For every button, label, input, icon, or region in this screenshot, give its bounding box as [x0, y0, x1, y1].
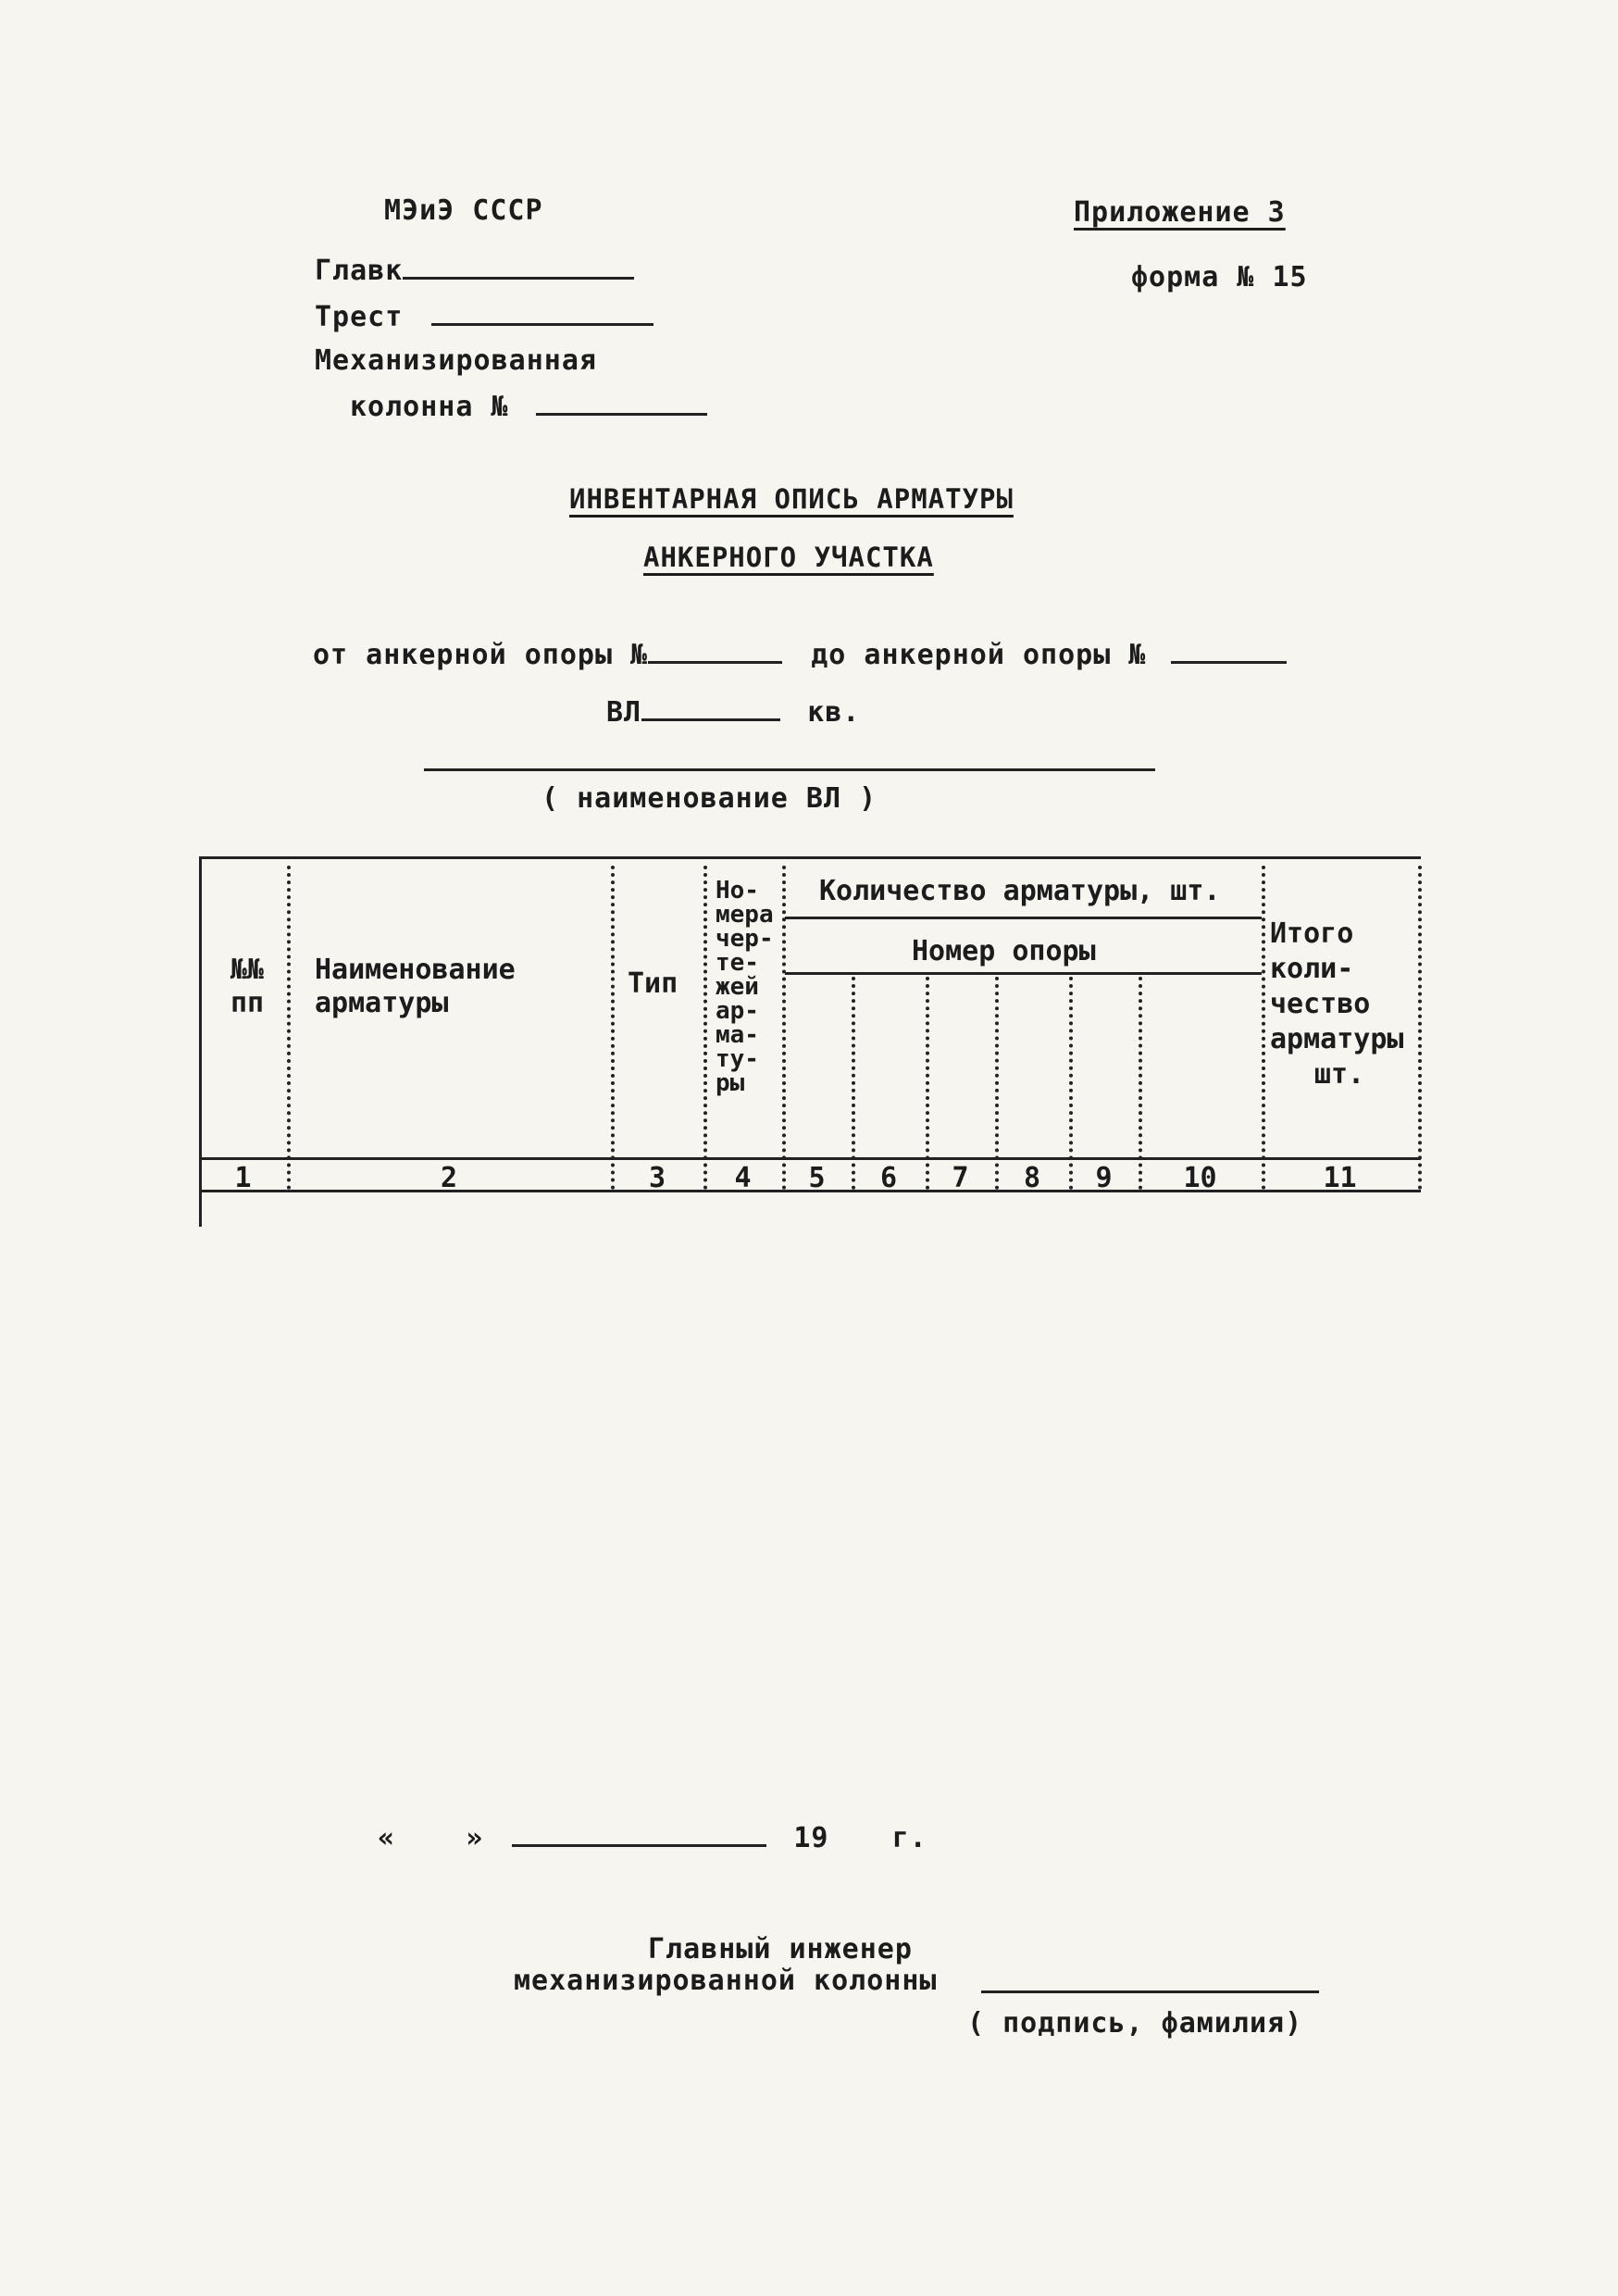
from-support-blank[interactable]: [648, 661, 782, 664]
appendix-label: Приложение 3: [1074, 196, 1286, 229]
col-header-total: [1270, 917, 1409, 1092]
col-header-drawing-line: те-: [716, 949, 759, 977]
mech-column-label-line1: Механизированная: [315, 344, 597, 377]
line-name-blank[interactable]: [424, 768, 1155, 771]
col-header-drawing: [716, 875, 774, 1099]
signer-title-line2: механизированной колонны: [514, 1965, 938, 1997]
trest-blank[interactable]: [431, 323, 653, 326]
voltage-blank[interactable]: [641, 718, 780, 721]
signature-blank[interactable]: [981, 1990, 1319, 1993]
col-header-type: Тип: [628, 967, 678, 1000]
col-header-drawing-line: ар-: [716, 997, 759, 1025]
mech-column-row: [350, 391, 707, 423]
col-divider-s3: [995, 977, 999, 1190]
col-header-number-line1: №№: [230, 954, 265, 986]
ministry-label: МЭиЭ СССР: [384, 194, 543, 227]
mech-column-number-blank[interactable]: [536, 413, 707, 416]
col-divider-type: [703, 866, 707, 1190]
col-divider-s2: [926, 977, 929, 1190]
col-header-name: [315, 954, 516, 1020]
date-month-blank[interactable]: [512, 1844, 766, 1847]
to-support-blank[interactable]: [1171, 661, 1287, 664]
signer-title-line1: Главный инженер: [648, 1933, 913, 1965]
year-suffix: г.: [891, 1822, 927, 1854]
col-header-total-line: коли-: [1270, 953, 1354, 985]
from-support-label: от анкерной опоры №: [313, 639, 649, 671]
col-header-drawing-line: ма-: [716, 1021, 759, 1049]
col-header-total-line: шт.: [1313, 1058, 1365, 1091]
form-number-label: форма № 15: [1131, 261, 1308, 293]
glavk-blank[interactable]: [403, 277, 634, 280]
col-header-number-line2: пп: [230, 987, 265, 1019]
col-header-total-line: Итого: [1270, 917, 1354, 950]
col-divider-s5: [1139, 977, 1142, 1190]
col-divider-qty: [1262, 866, 1265, 1190]
trest-row: [315, 301, 653, 333]
table-top-border: [199, 856, 1421, 859]
col-header-name-line2: арматуры: [315, 987, 449, 1019]
document-title-line1: ИНВЕНТАРНАЯ ОПИСЬ АРМАТУРЫ: [569, 483, 1014, 515]
support-header-divider: [785, 972, 1262, 975]
column-number: 6: [879, 1162, 898, 1194]
support-range-row: [313, 639, 1287, 671]
table-header-bottom-border: [199, 1157, 1421, 1160]
vl-label: ВЛ: [606, 696, 642, 729]
qty-header-divider: [785, 917, 1262, 919]
col-header-drawing-line: чер-: [716, 925, 774, 953]
col-header-support-number: Номер опоры: [912, 935, 1096, 967]
column-number: 8: [1023, 1162, 1041, 1194]
year-label: 19: [793, 1822, 829, 1854]
col-header-number: [215, 954, 280, 1020]
col-divider-drawing: [782, 866, 786, 1190]
col-header-drawing-line: мера: [716, 901, 774, 929]
voltage-row: [606, 696, 860, 729]
col-header-drawing-line: ту-: [716, 1045, 759, 1073]
document-title-line2: АНКЕРНОГО УЧАСТКА: [643, 542, 934, 573]
column-number: 3: [648, 1162, 666, 1194]
to-support-label: до анкерной опоры №: [811, 639, 1147, 671]
year-blank[interactable]: [847, 1844, 875, 1847]
date-quote-close: »: [466, 1822, 484, 1854]
col-divider-name: [611, 866, 615, 1190]
kv-label: кв.: [807, 696, 861, 729]
column-number: 5: [808, 1162, 826, 1194]
line-name-caption: ( наименование ВЛ ): [541, 782, 877, 815]
col-divider-num: [287, 866, 291, 1190]
signature-caption: ( подпись, фамилия): [967, 2007, 1303, 2040]
table-right-border: [1418, 866, 1422, 1190]
column-number: 10: [1183, 1162, 1217, 1194]
column-number: 11: [1323, 1162, 1357, 1194]
glavk-row: [315, 255, 634, 287]
col-divider-s1: [852, 977, 855, 1190]
col-divider-s4: [1069, 977, 1073, 1190]
column-number: 4: [734, 1162, 752, 1194]
col-header-drawing-line: ры: [716, 1069, 745, 1097]
col-header-total-line: чество: [1270, 988, 1371, 1020]
col-header-drawing-line: Но-: [716, 877, 759, 905]
mech-column-label-line2: колонна №: [350, 391, 509, 423]
date-quote-open: «: [378, 1822, 396, 1854]
col-header-name-line1: Наименование: [315, 954, 516, 986]
glavk-label: Главк: [315, 255, 404, 287]
col-header-drawing-line: жей: [716, 973, 759, 1001]
trest-label: Трест: [315, 301, 404, 333]
column-number: 2: [440, 1162, 458, 1194]
column-number: 9: [1095, 1162, 1113, 1194]
date-day-blank[interactable]: [420, 1844, 448, 1847]
column-number: 7: [952, 1162, 969, 1194]
col-header-total-line: арматуры: [1270, 1023, 1404, 1055]
col-header-quantity: Количество арматуры, шт.: [819, 875, 1221, 907]
date-row: [378, 1822, 927, 1854]
column-number: 1: [234, 1162, 252, 1194]
